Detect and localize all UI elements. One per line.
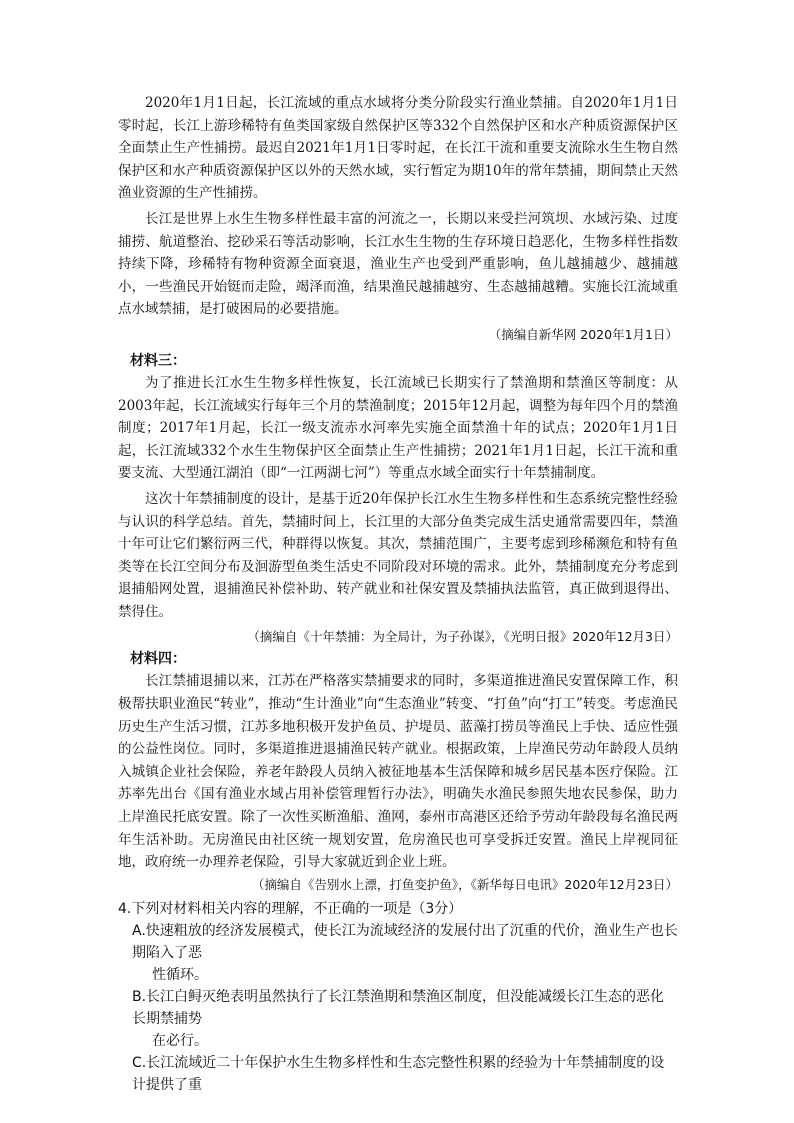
option-a xyxy=(118,920,678,986)
option-b-line-1: B.长江白鲟灭绝表明虽然执行了长江禁渔期和禁渔区制度，但没能减缓长江生态的恶化长期禁捕势 xyxy=(132,988,665,1027)
material2-source: （摘编自新华网 2020年1月1日） xyxy=(488,326,678,342)
option-a-line-1: A.快速粗放的经济发展模式，使长江为流域经济的发展付出了沉重的代价，渔业生产也长期陷入了恶 xyxy=(132,922,678,961)
material3-paragraph-1: 为了推进长江水生生物多样性恢复，长江流域已长期实行了禁渔期和禁渔区等制度：从2003年起，长江流域实行每年三个月的禁渔制度；2015年12月起，调整为每年四个月的禁渔制度；2017年1月起，长江一级支流赤水河率先实施全面禁渔十年的试点；2020年1月1日起，长江流域332个水生生物保护区全面禁止生产性捕捞；2021年1月1日起，长江干流和重要支流、大型通江湖泊（即“一江两湖七河”）等重点水域全面实行十年禁捕制度。 xyxy=(118,374,678,482)
material3-source: （摘编自《十年禁捕：为全局计，为子孙谋》，《光明日报》2020年12月3日） xyxy=(247,629,678,645)
material4-heading: 材料四： xyxy=(130,651,186,668)
material2-paragraph-1: 2020年1月1日起，长江流域的重点水域将分类分阶段实行渔业禁捕。自2020年1月1日零时起，长江上游珍稀特有鱼类国家级自然保护区等332个自然保护区和水产种质资源保护区全面禁止生产性捕捞。最迟自2021年1月1日零时起，在长江干流和重要支流除水生生物自然保护区和水产种质资源保护区以外的天然水域，实行暂定为期10年的常年禁捕，期间禁止天然渔业资源的生产性捕捞。 xyxy=(118,95,678,202)
material3-paragraph-2: 这次十年禁捕制度的设计，是基于近20年保护长江水生生物多样性和生态系统完整性经验与认识的科学总结。首先，禁捕时间上，长江里的大部分鱼类完成生活史通常需要四年，禁渔十年可让它们繁衍两三代，种群得以恢复。其次，禁捕范围广，主要考虑到珍稀濒危和特有鱼类等在长江空间分布及洄游型鱼类生活史不同阶段对环境的需求。此外，禁捕制度充分考虑到退捕船网处置，退捕渔民补偿补助、转产就业和社保安置及禁捕执法监管，真正做到退得出、禁得住。 xyxy=(118,490,678,620)
option-a-line-2: 性循环。 xyxy=(152,966,208,983)
option-b-line-2: 在必行。 xyxy=(152,1032,208,1049)
question-stem: 4.下列对材料相关内容的理解，不正确的一项是（3分） xyxy=(118,900,463,917)
option-c-line-1: C.长江流域近二十年保护水生生物多样性和生态完整性积累的经验为十年禁捕制度的设计提供了重 xyxy=(132,1054,665,1093)
option-b xyxy=(118,986,678,1052)
material4-paragraph-1: 长江禁捕退捕以来，江苏在严格落实禁捕要求的同时，多渠道推进渔民安置保障工作，积极帮扶职业渔民“转业”，推动“生计渔业”向“生态渔业”转变、“打鱼”向“打工”转变。考虑渔民历史生产生活习惯，江苏多地积极开发护鱼员、护堤员、蓝藻打捞员等渔民上手快、适应性强的公益性岗位。同时，多渠道推进退捕渔民转产就业。根据政策，上岸渔民劳动年龄段人员纳入城镇企业社会保险，养老年龄段人员纳入被征地基本生活保障和城乡居民基本医疗保险。江苏率先出台《国有渔业水域占用补偿管理暂行办法》，明确失水渔民参照失地农民参保，助力上岸渔民托底安置。除了一次性买断渔船、渔网，泰州市高港区还给予劳动年龄段每名渔民两年生活补助。无房渔民由社区统一规划安置，危房渔民也可享受拆迁安置。渔民上岸视同征地，政府统一办理养老保险，引导大家就近到企业上班。 xyxy=(118,673,678,871)
material2-paragraph-2: 长江是世界上水生生物多样性最丰富的河流之一，长期以来受拦河筑坝、水域污染、过度捕捞、航道整治、挖砂采石等活动影响，长江水生生物的生存环境日趋恶化，生物多样性指数持续下降，珍稀特有物种资源全面衰退，渔业生产也受到严重影响，鱼儿越捕越少、越捕越小，一些渔民开始铤而走险，竭泽而渔，结果渔民越捕越穷、生态越捕越糟。实施长江流域重点水域禁捕，是打破困局的必要措施。 xyxy=(118,210,678,318)
material3-heading: 材料三： xyxy=(130,352,186,369)
option-c xyxy=(118,1052,678,1096)
document-page xyxy=(118,92,678,1096)
material4-source: （摘编自《告别水上漂，打鱼变护鱼》，《新华每日电讯》2020年12月23日） xyxy=(251,876,678,892)
